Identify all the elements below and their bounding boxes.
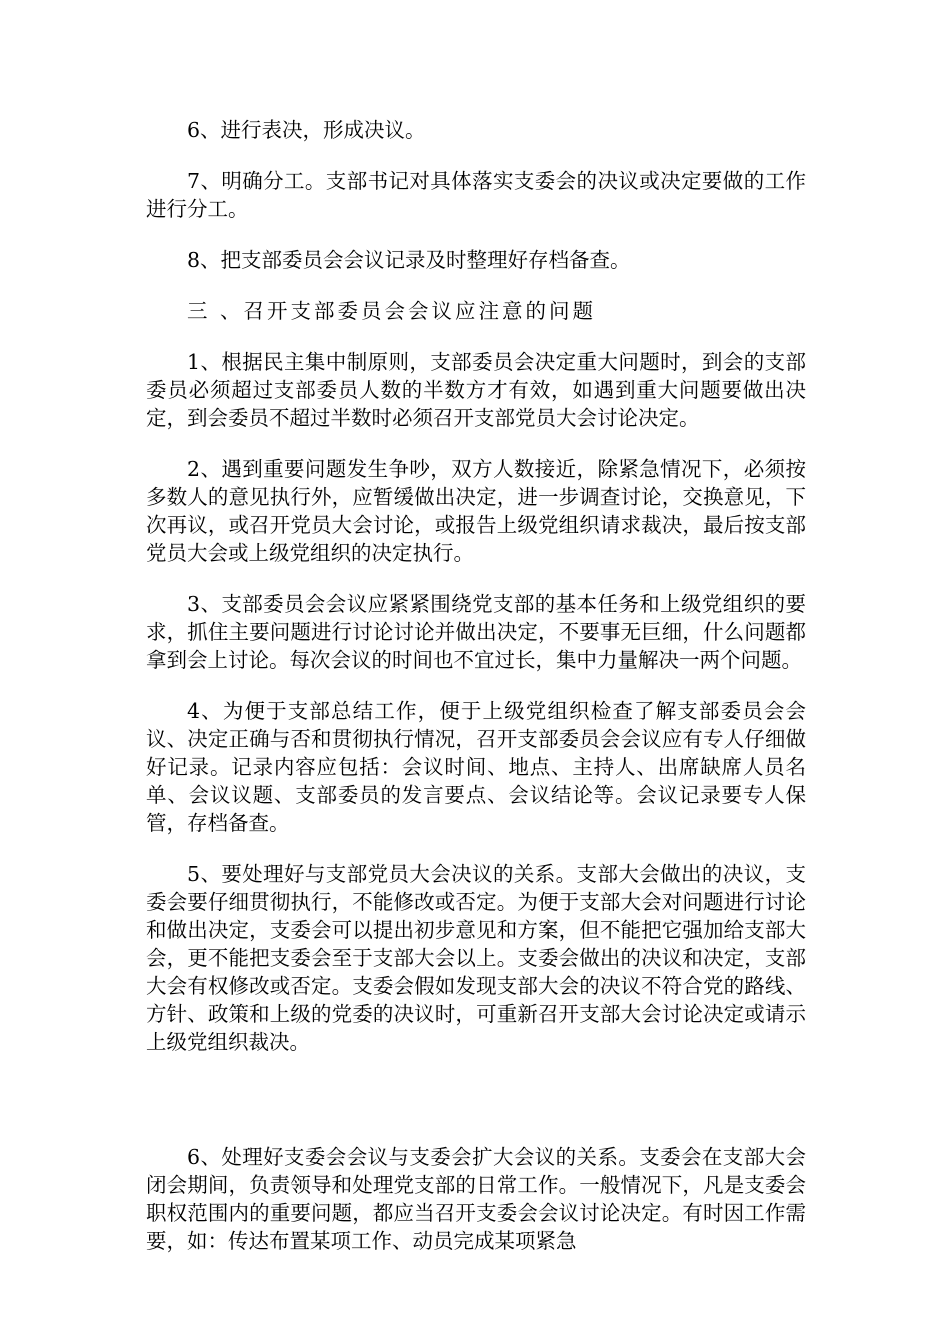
paragraph-note-5: 5、要处理好与支部党员大会决议的关系。支部大会做出的决议，支委会要仔细贯彻执行，不能修改或否定。为便于支部大会对问题进行讨论和做出决定，支委会可以提出初步意见和方案，但不能把它强加给支部大会，更不能把支委会至于支部大会以上。支委会做出的决议和决定，支部大会有权修改或否定。支委会假如发现支部大会的决议不符合党的路线、方针、政策和上级的党委的决议时，可重新召开支部大会讨论决定或请示上级党组织裁决。 [146,862,806,1054]
paragraph-step-7: 7、明确分工。支部书记对具体落实支委会的决议或决定要做的工作进行分工。 [146,169,806,221]
document-body [146,116,806,1278]
section-heading: 三 、召开支部委员会会议应注意的问题 [187,299,597,323]
paragraph-step-8: 8、把支部委员会会议记录及时整理好存档备查。 [187,248,631,272]
paragraph-step-6: 6、进行表决，形成决议。 [187,118,426,142]
paragraph-note-3: 3、支部委员会会议应紧紧围绕党支部的基本任务和上级党组织的要求，抓住主要问题进行讨论讨论并做出决定，不要事无巨细，什么问题都拿到会上讨论。每次会议的时间也不宜过长，集中力量解决一两个问题。 [146,592,806,672]
blank-space [146,1079,806,1143]
paragraph-note-6: 6、处理好支委会会议与支委会扩大会议的关系。支委会在支部大会闭会期间，负责领导和处理党支部的日常工作。一般情况下，凡是支委会职权范围内的重要问题，都应当召开支委会会议讨论决定。有时因工作需要，如：传达布置某项工作、动员完成某项紧急 [146,1145,806,1253]
paragraph-note-1: 1、根据民主集中制原则，支部委员会决定重大问题时，到会的支部委员必须超过支部委员人数的半数方才有效，如遇到重大问题要做出决定，到会委员不超过半数时必须召开支部党员大会讨论决定。 [146,350,806,430]
paragraph-note-4: 4、为便于支部总结工作，便于上级党组织检查了解支部委员会会议、决定正确与否和贯彻执行情况，召开支部委员会会议应有专人仔细做好记录。记录内容应包括：会议时间、地点、主持人、出席缺席人员名单、会议议题、支部委员的发言要点、会议结论等。会议记录要专人保管，存档备查。 [146,699,806,835]
paragraph-note-2: 2、遇到重要问题发生争吵，双方人数接近，除紧急情况下，必须按多数人的意见执行外，应暂缓做出决定，进一步调查讨论，交换意见，下次再议，或召开党员大会讨论，或报告上级党组织请求裁决，最后按支部党员大会或上级党组织的决定执行。 [146,457,806,565]
